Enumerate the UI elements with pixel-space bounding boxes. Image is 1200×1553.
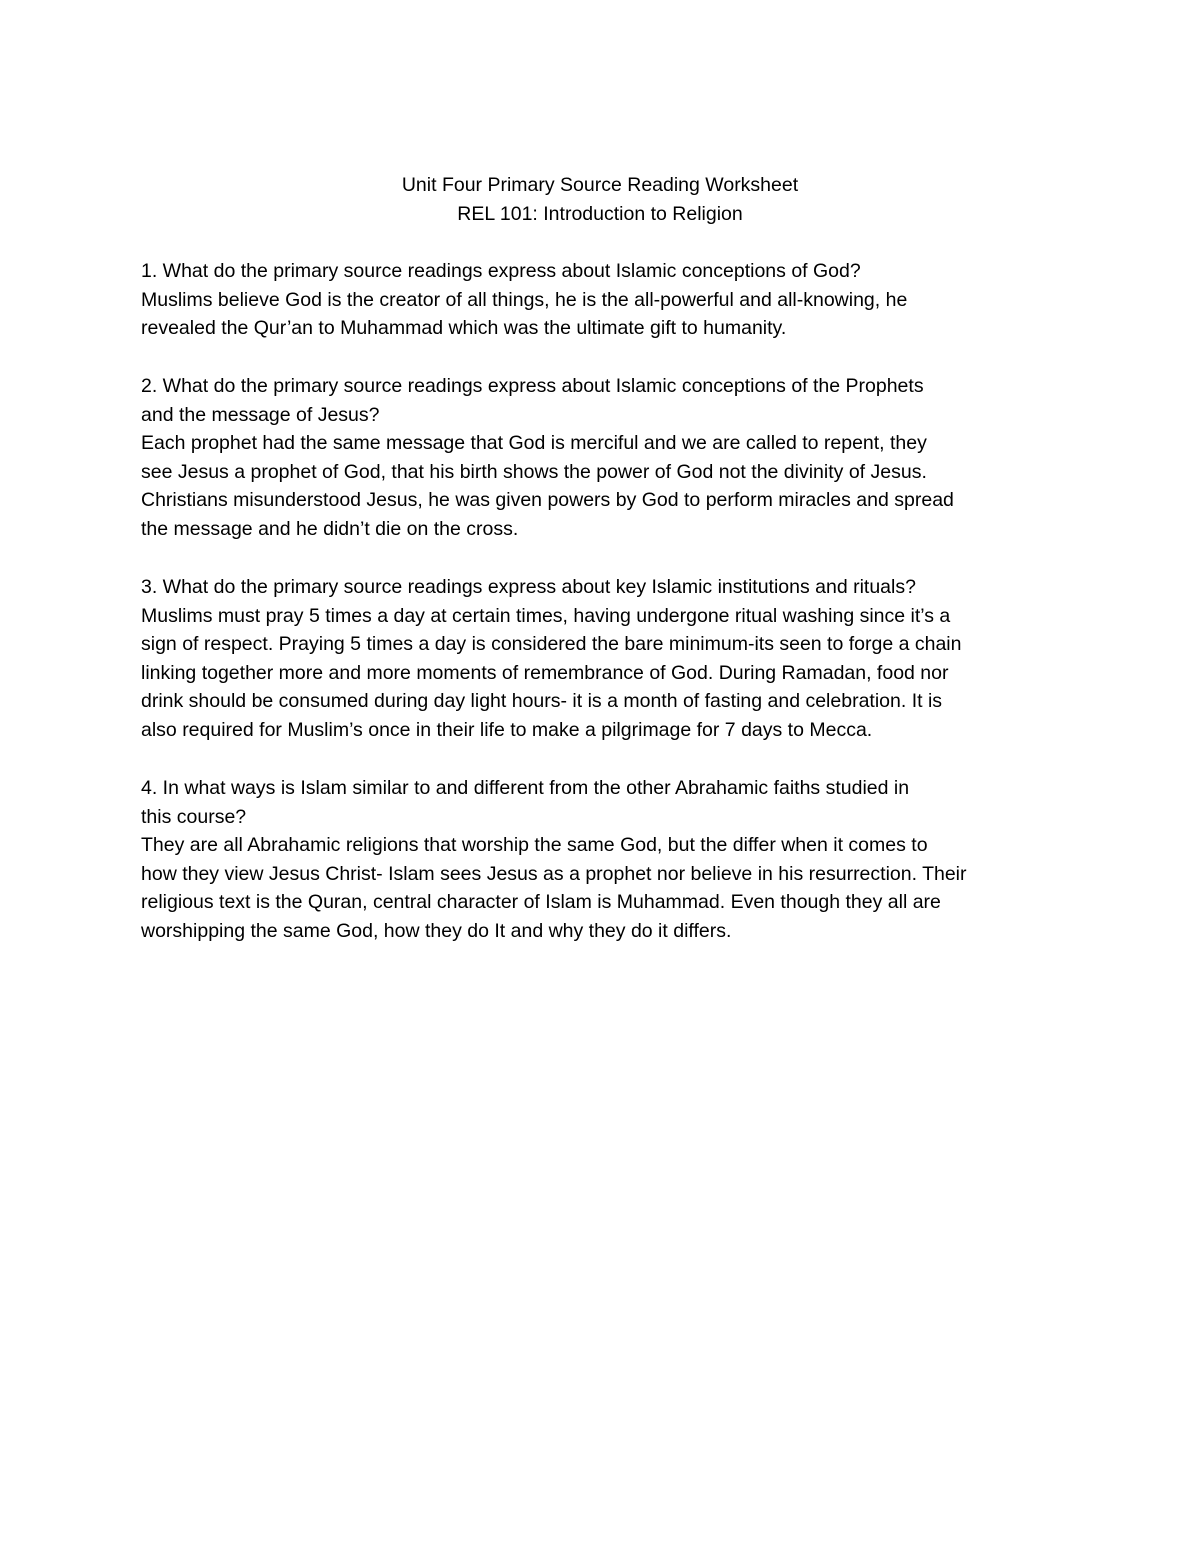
answer-4-line: They are all Abrahamic religions that worship the same God, but the differ when it comes to (141, 834, 928, 857)
answer-4-line: worshipping the same God, how they do It and why they do it differs. (141, 919, 732, 942)
question-block-3 (141, 573, 1071, 745)
answer-3-line: also required for Muslim’s once in their life to make a pilgrimage for 7 days to Mecca. (141, 718, 873, 741)
question-4-line: 4. In what ways is Islam similar to and different from the other Abrahamic faiths studied in (141, 777, 910, 799)
question-block-1 (141, 257, 1071, 343)
question-1-line: 1. What do the primary source readings express about Islamic conceptions of God? (141, 260, 861, 282)
answer-3-line: drink should be consumed during day light hours- it is a month of fasting and celebration. It is (141, 690, 943, 713)
worksheet-title: Unit Four Primary Source Reading Worksheet (401, 174, 799, 196)
answer-4-line: religious text is the Quran, central character of Islam is Muhammad. Even though they all are (141, 891, 941, 914)
answer-4-line: how they view Jesus Christ- Islam sees Jesus as a prophet nor believe in his resurrection. Their (141, 862, 967, 885)
answer-2-line: see Jesus a prophet of God, that his birth shows the power of God not the divinity of Jesus. (141, 460, 927, 483)
answer-3-line: linking together more and more moments of remembrance of God. During Ramadan, food nor (141, 661, 949, 684)
answer-2-line: Each prophet had the same message that God is merciful and we are called to repent, they (141, 432, 927, 455)
answer-1-line: revealed the Qur’an to Muhammad which was the ultimate gift to humanity. (141, 317, 787, 340)
question-block-4 (141, 774, 1071, 946)
question-4-line: this course? (141, 805, 247, 828)
question-block-2 (141, 372, 1071, 544)
question-3-line: 3. What do the primary source readings express about key Islamic institutions and rituals? (141, 576, 916, 598)
answer-2-line: the message and he didn’t die on the cross. (141, 517, 519, 540)
document-header (0, 171, 1200, 228)
answer-2-line: Christians misunderstood Jesus, he was given powers by God to perform miracles and spread (141, 489, 954, 512)
question-2-line: 2. What do the primary source readings express about Islamic conceptions of the Prophets (141, 375, 924, 397)
answer-3-line: sign of respect. Praying 5 times a day is considered the bare minimum-its seen to forge a chain (141, 633, 962, 656)
answer-1-line: Muslims believe God is the creator of all things, he is the all-powerful and all-knowing, he (141, 288, 908, 311)
question-2-line: and the message of Jesus? (141, 403, 380, 426)
course-title: REL 101: Introduction to Religion (457, 202, 743, 225)
answer-3-line: Muslims must pray 5 times a day at certain times, having undergone ritual washing since it’s a (141, 604, 951, 627)
